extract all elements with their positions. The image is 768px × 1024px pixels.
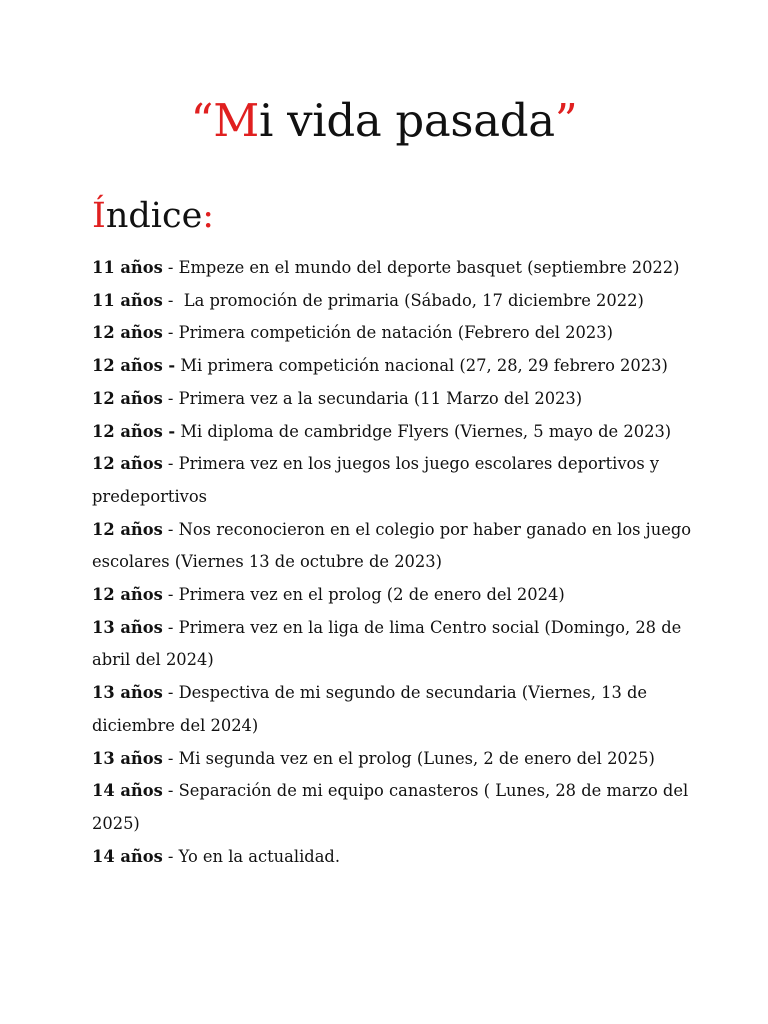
entry-text: Primera vez en la liga de lima Centro social (Domingo, 28 de abril del 2024) [92, 617, 682, 670]
entry-age: 13 años [92, 683, 163, 703]
entry-separator: - [162, 519, 179, 539]
entry-age: 12 años [92, 585, 163, 605]
entry-separator: - [162, 781, 179, 801]
entry-text: Primera vez a la secundaria (11 Marzo del 2023) [178, 388, 583, 408]
index-entry [92, 448, 692, 513]
entry-age: 12 años - [92, 421, 176, 441]
entry-text: Mi segunda vez en el prolog (Lunes, 2 de enero del 2025) [178, 748, 655, 768]
index-entry [92, 677, 692, 742]
index-heading [92, 190, 214, 242]
entry-text: Mi primera competición nacional (27, 28, 29 febrero 2023) [180, 356, 668, 376]
entry-age: 13 años [92, 617, 163, 637]
entry-text: Primera vez en los juegos los juego escolares deportivos y predeportivos [92, 454, 660, 506]
entry-age: 12 años [92, 519, 163, 539]
entry-age: 11 años [92, 258, 163, 277]
index-entry [92, 383, 692, 416]
entry-age: 12 años - [92, 356, 176, 376]
index-list [92, 252, 692, 873]
entry-text: La promoción de primaria (Sábado, 17 diciembre 2022) [178, 290, 644, 310]
index-entry [92, 775, 692, 840]
index-entry [92, 252, 692, 285]
entry-separator: - [162, 585, 179, 605]
title-close-quote: ” [554, 94, 578, 147]
index-rest: ndice [105, 196, 203, 236]
page-title [0, 92, 768, 150]
entry-separator: - [162, 617, 179, 637]
entry-separator: - [162, 748, 179, 768]
entry-separator: - [162, 846, 179, 866]
entry-text: Primera competición de natación (Febrero del 2023) [178, 323, 613, 343]
entry-age: 14 años [92, 846, 163, 866]
entry-separator: - [162, 323, 179, 343]
entry-separator: - [162, 388, 179, 408]
index-entry [92, 416, 692, 449]
entry-age: 12 años [92, 454, 163, 474]
index-entry [92, 514, 692, 579]
index-entry [92, 579, 692, 612]
index-entry [92, 841, 692, 874]
entry-separator: - [162, 683, 179, 703]
entry-age: 12 años [92, 323, 163, 343]
entry-separator: - [162, 258, 179, 277]
index-first-letter: Í [92, 196, 106, 236]
title-rest: i vida pasada [259, 94, 555, 147]
entry-separator: - [162, 290, 179, 310]
entry-text: Nos reconocieron en el colegio por haber ganado en los juego escolares (Viernes 13 de octubre de 2023) [92, 519, 692, 572]
entry-text: Yo en la actualidad. [178, 846, 341, 866]
entry-age: 13 años [92, 748, 163, 768]
index-colon: : [202, 196, 215, 236]
index-entry [92, 285, 692, 318]
index-entry [92, 743, 692, 776]
title-open-quote: “ [190, 94, 214, 147]
entry-text: Empeze en el mundo del deporte basquet (septiembre 2022) [178, 258, 680, 277]
entry-separator: - [162, 454, 179, 474]
entry-age: 12 años [92, 388, 163, 408]
entry-text: Mi diploma de cambridge Flyers (Viernes, 5 mayo de 2023) [180, 421, 672, 441]
index-entry [92, 612, 692, 677]
index-entry [92, 317, 692, 350]
title-first-letter: M [213, 94, 260, 147]
entry-text: Separación de mi equipo canasteros ( Lunes, 28 de marzo del 2025) [92, 781, 689, 833]
entry-text: Primera vez en el prolog (2 de enero del 2024) [178, 585, 565, 605]
index-entry [92, 350, 692, 383]
entry-text: Despectiva de mi segundo de secundaria (Viernes, 13 de diciembre del 2024) [92, 683, 648, 735]
entry-age: 11 años [92, 290, 163, 310]
entry-age: 14 años [92, 781, 163, 801]
